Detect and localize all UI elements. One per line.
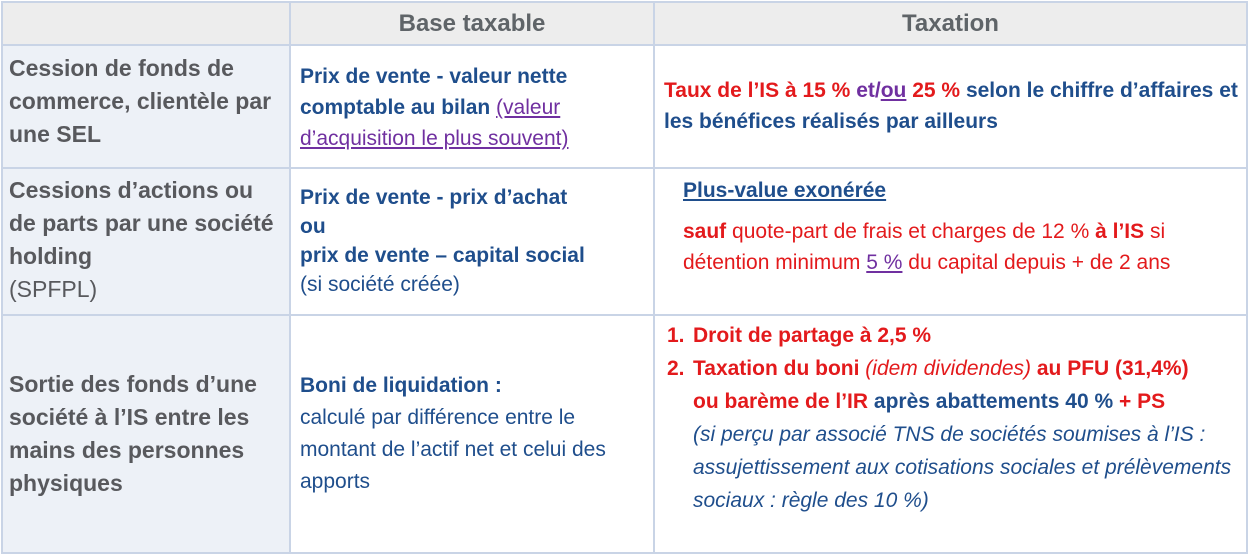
tax-duration-text: du capital depuis + de 2 ans — [908, 251, 1171, 274]
header-base-taxable: Base taxable — [290, 2, 654, 45]
tax-rate-25-text: 25 % — [912, 79, 961, 102]
base-cell — [290, 315, 654, 553]
base-line-2: ou — [300, 215, 326, 238]
list-item — [663, 319, 1232, 352]
tax-is-text: à l’IS — [1095, 220, 1145, 243]
base-line-4: (si société créée) — [300, 273, 460, 296]
row-label — [2, 45, 290, 168]
header-taxation: Taxation — [654, 2, 1247, 45]
tax-share-text: quote-part de frais et charges de 12 % — [732, 220, 1090, 243]
tax-rate-text: Taux de l’IS à 15 % — [664, 79, 851, 102]
base-main-text: Prix de vente - valeur nette comptable au bilan — [300, 65, 568, 119]
item-note: (idem dividendes) — [865, 357, 1032, 380]
item-tns-note: (si perçu par associé TNS de sociétés soumises à l’IS : assujettissement aux cotisations sociales et prélèvements sociaux : règle des 10 %) — [693, 423, 1232, 512]
tax-pct-text: 5 % — [866, 251, 903, 274]
tax-heading: Plus-value exonérée — [683, 179, 887, 202]
row-label-subtext: (SPFPL) — [9, 276, 98, 302]
boni-description: calculé par différence entre le montant de l’actif net et celui des apports — [300, 406, 606, 493]
tax-cell — [654, 45, 1247, 168]
or-text: ou — [880, 79, 907, 102]
tax-steps-list — [663, 319, 1232, 517]
tax-comparison-table — [1, 1, 1248, 554]
item-pfu-text: au PFU (31,4%) — [1036, 357, 1189, 380]
base-paren-text: (valeur d’acquisition le plus souvent) — [300, 96, 569, 150]
tax-except-text: sauf — [683, 220, 727, 243]
base-line-3: prix de vente – capital social — [300, 244, 585, 267]
boni-title: Boni de liquidation : — [300, 374, 502, 397]
row-label-text: Cession de fonds de commerce, clientèle par une SEL — [9, 55, 272, 147]
list-item — [663, 352, 1232, 517]
table-row — [2, 45, 1247, 168]
item-text: Taxation du boni — [693, 357, 860, 380]
table-row — [2, 168, 1247, 315]
base-line-1: Prix de vente - prix d’achat — [300, 186, 568, 209]
item-number: 1. — [667, 324, 685, 347]
tax-cell — [654, 315, 1247, 553]
base-cell — [290, 168, 654, 315]
base-cell — [290, 45, 654, 168]
item-text: Droit de partage à 2,5 % — [693, 324, 932, 347]
row-label-text: Sortie des fonds d’une société à l’IS entre les mains des personnes physiques — [9, 371, 257, 496]
header-empty-cell — [2, 2, 290, 45]
tax-cell — [654, 168, 1247, 315]
header-row — [2, 2, 1247, 45]
and-text: et/ — [856, 79, 881, 102]
item-ps-text: + PS — [1119, 390, 1166, 413]
table-row — [2, 315, 1247, 553]
item-number: 2. — [667, 357, 685, 380]
item-ir-text: ou barème de l’IR — [693, 390, 869, 413]
item-abatement-text: après abattements 40 % — [873, 390, 1114, 413]
row-label-text: Cessions d’actions ou de parts par une société holding — [9, 177, 274, 269]
tax-condition-text: selon le chiffre d’affaires et les bénéfices réalisés par ailleurs — [664, 79, 1238, 133]
tax-holding-text: si détention minimum — [683, 220, 1166, 274]
row-label — [2, 168, 290, 315]
row-label — [2, 315, 290, 553]
